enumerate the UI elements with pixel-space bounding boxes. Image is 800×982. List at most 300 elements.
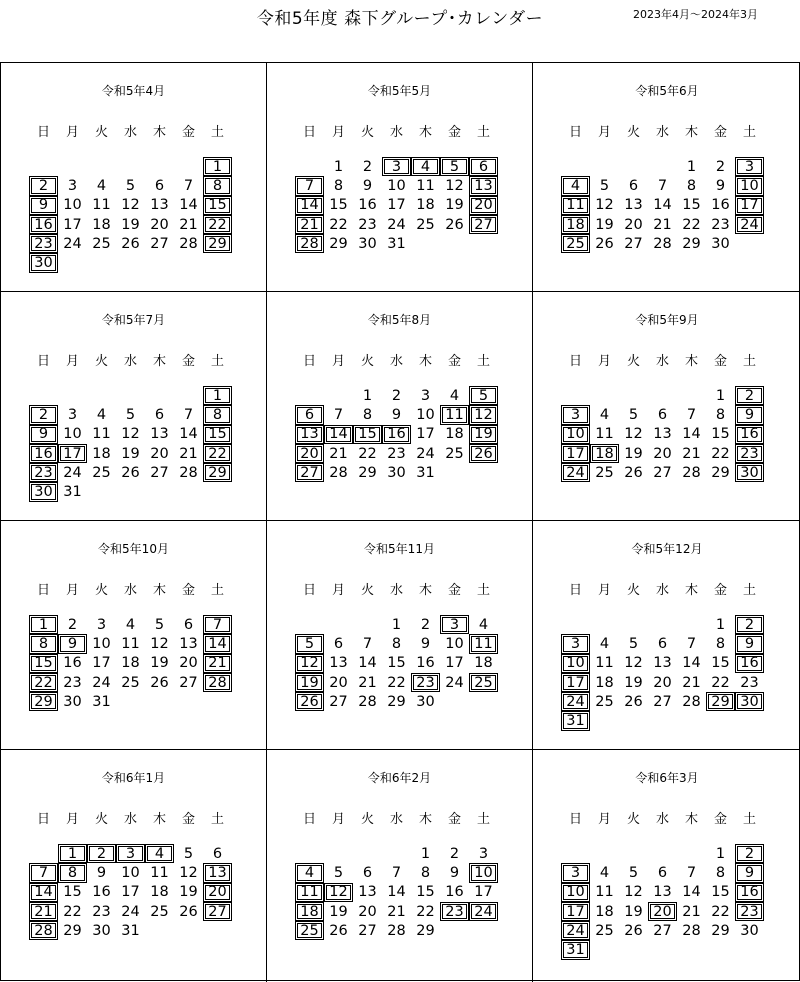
day-cell: 12: [595, 197, 614, 214]
day-cell: 7: [686, 864, 697, 881]
day-cell: 25: [92, 464, 111, 481]
weekday-label: 金: [181, 125, 195, 140]
day-cell: 10: [121, 864, 140, 881]
month-title: 令和5年5月: [367, 84, 432, 98]
day-cell: 7: [657, 177, 668, 194]
empty-day-cell: [619, 615, 648, 634]
day-cell: 22: [329, 216, 348, 233]
day-cell: 25: [121, 674, 140, 691]
holiday-day-cell: 29: [706, 692, 735, 711]
day-cell: 30: [387, 464, 406, 481]
holiday-day-cell: 20: [469, 196, 498, 215]
weekday-label: 日: [302, 354, 316, 369]
month-block: [1, 292, 267, 521]
weekday-label: 金: [181, 812, 195, 827]
day-cell: 23: [711, 216, 730, 233]
holiday-day-cell: 31: [561, 940, 590, 959]
day-cell: 28: [682, 922, 701, 939]
day-cell: 18: [595, 674, 614, 691]
day-cell: 2: [67, 616, 78, 633]
day-cell: 14: [179, 426, 198, 443]
day-grid: [561, 844, 764, 960]
day-cell: 16: [445, 884, 464, 901]
day-cell: 7: [333, 406, 344, 423]
weekday-header: [295, 350, 498, 369]
holiday-day-cell: 28: [29, 921, 58, 940]
day-cell: 15: [416, 884, 435, 901]
holiday-day-cell: 16: [735, 425, 764, 444]
holiday-day-cell: 6: [469, 157, 498, 176]
weekday-label: 火: [360, 812, 374, 827]
empty-day-cell: [561, 615, 590, 634]
day-cell: 12: [179, 864, 198, 881]
day-cell: 9: [715, 177, 726, 194]
weekday-label: 日: [568, 125, 582, 140]
holiday-day-cell: 12: [469, 405, 498, 424]
day-cell: 15: [329, 197, 348, 214]
holiday-day-cell: 23: [735, 902, 764, 921]
day-cell: 28: [358, 693, 377, 710]
empty-day-cell: [145, 157, 174, 176]
month-block: [267, 63, 533, 292]
day-cell: 19: [595, 216, 614, 233]
day-grid: [561, 386, 764, 482]
empty-day-cell: [116, 157, 145, 176]
weekday-label: 月: [65, 812, 79, 827]
weekday-label: 日: [36, 125, 50, 140]
weekday-label: 水: [389, 583, 403, 598]
weekday-label: 月: [331, 583, 345, 598]
day-cell: 26: [121, 464, 140, 481]
day-cell: 16: [416, 655, 435, 672]
holiday-day-cell: 23: [735, 444, 764, 463]
day-cell: 4: [96, 406, 107, 423]
weekday-label: 日: [302, 125, 316, 140]
day-grid: [29, 615, 232, 711]
day-cell: 29: [358, 464, 377, 481]
day-cell: 10: [416, 406, 435, 423]
holiday-day-cell: 3: [735, 157, 764, 176]
day-cell: 8: [333, 177, 344, 194]
day-cell: 27: [624, 235, 643, 252]
day-cell: 6: [657, 635, 668, 652]
holiday-day-cell: 17: [735, 196, 764, 215]
day-cell: 8: [391, 635, 402, 652]
calendar-period: 2023年4月～2024年3月: [633, 8, 758, 21]
day-cell: 14: [682, 884, 701, 901]
day-cell: 4: [599, 635, 610, 652]
day-cell: 3: [67, 406, 78, 423]
day-cell: 20: [329, 674, 348, 691]
day-cell: 15: [387, 655, 406, 672]
day-cell: 27: [653, 464, 672, 481]
weekday-label: 土: [210, 812, 224, 827]
day-cell: 20: [653, 445, 672, 462]
day-cell: 2: [391, 387, 402, 404]
day-cell: 10: [387, 177, 406, 194]
day-cell: 4: [449, 387, 460, 404]
day-cell: 5: [628, 406, 639, 423]
holiday-day-cell: 22: [203, 215, 232, 234]
empty-day-cell: [619, 386, 648, 405]
weekday-label: 水: [655, 583, 669, 598]
weekday-label: 土: [742, 583, 756, 598]
weekday-label: 金: [447, 812, 461, 827]
empty-day-cell: [324, 844, 353, 863]
day-cell: 24: [63, 464, 82, 481]
weekday-label: 水: [123, 812, 137, 827]
day-cell: 13: [179, 635, 198, 652]
month-title: 令和5年11月: [364, 542, 435, 556]
day-cell: 20: [150, 445, 169, 462]
day-grid: [295, 844, 498, 940]
day-cell: 26: [624, 922, 643, 939]
weekday-label: 火: [360, 583, 374, 598]
month-block: [267, 521, 533, 750]
day-cell: 19: [150, 655, 169, 672]
empty-day-cell: [648, 615, 677, 634]
weekday-label: 水: [123, 354, 137, 369]
empty-day-cell: [590, 157, 619, 176]
day-cell: 23: [63, 674, 82, 691]
day-cell: 27: [653, 693, 672, 710]
day-cell: 2: [449, 845, 460, 862]
day-cell: 18: [92, 445, 111, 462]
weekday-label: 木: [152, 583, 166, 598]
day-cell: 19: [624, 674, 643, 691]
holiday-day-cell: 13: [295, 425, 324, 444]
weekday-label: 水: [389, 125, 403, 140]
weekday-label: 木: [684, 354, 698, 369]
empty-day-cell: [353, 844, 382, 863]
day-cell: 9: [420, 635, 431, 652]
holiday-day-cell: 16: [735, 654, 764, 673]
holiday-day-cell: 16: [29, 215, 58, 234]
weekday-label: 金: [713, 812, 727, 827]
calendar-title: 令和5年度 森下グループ･カレンダー: [256, 9, 544, 29]
month-title: 令和5年12月: [631, 542, 703, 556]
day-cell: 22: [711, 903, 730, 920]
day-cell: 7: [391, 864, 402, 881]
weekday-label: 月: [65, 354, 79, 369]
empty-day-cell: [174, 386, 203, 405]
day-cell: 16: [92, 884, 111, 901]
day-cell: 25: [595, 922, 614, 939]
day-cell: 1: [715, 845, 726, 862]
weekday-label: 火: [94, 354, 108, 369]
month-title: 令和5年9月: [635, 313, 699, 327]
weekday-header: [29, 350, 232, 369]
holiday-day-cell: 5: [469, 386, 498, 405]
day-cell: 23: [387, 445, 406, 462]
day-cell: 24: [416, 445, 435, 462]
day-cell: 22: [63, 903, 82, 920]
day-cell: 4: [599, 864, 610, 881]
day-cell: 2: [420, 616, 431, 633]
day-cell: 4: [478, 616, 489, 633]
day-cell: 18: [445, 426, 464, 443]
day-cell: 18: [92, 216, 111, 233]
day-cell: 6: [154, 406, 165, 423]
month-title: 令和5年8月: [367, 313, 432, 327]
weekday-label: 木: [684, 583, 698, 598]
empty-day-cell: [590, 844, 619, 863]
weekday-label: 日: [302, 583, 316, 598]
holiday-day-cell: 14: [295, 196, 324, 215]
month-block: [1, 521, 267, 750]
day-cell: 12: [150, 635, 169, 652]
day-cell: 16: [63, 655, 82, 672]
holiday-day-cell: 14: [324, 425, 353, 444]
weekday-label: 火: [626, 583, 640, 598]
holiday-day-cell: 28: [203, 673, 232, 692]
day-cell: 7: [686, 406, 697, 423]
holiday-day-cell: 17: [561, 444, 590, 463]
day-cell: 24: [445, 674, 464, 691]
weekday-label: 月: [597, 812, 611, 827]
weekday-label: 木: [152, 354, 166, 369]
day-cell: 26: [624, 693, 643, 710]
month-block: [533, 292, 800, 521]
holiday-day-cell: 6: [295, 405, 324, 424]
weekday-label: 土: [210, 354, 224, 369]
empty-day-cell: [648, 157, 677, 176]
day-cell: 15: [63, 884, 82, 901]
day-cell: 30: [711, 235, 730, 252]
day-cell: 27: [358, 922, 377, 939]
holiday-day-cell: 8: [203, 176, 232, 195]
day-cell: 26: [595, 235, 614, 252]
day-cell: 8: [715, 635, 726, 652]
day-cell: 23: [358, 216, 377, 233]
weekday-header: [295, 121, 498, 140]
empty-day-cell: [619, 844, 648, 863]
day-cell: 16: [358, 197, 377, 214]
holiday-day-cell: 27: [469, 215, 498, 234]
holiday-day-cell: 9: [29, 196, 58, 215]
day-grid: [561, 615, 764, 731]
day-cell: 22: [711, 445, 730, 462]
day-cell: 8: [686, 177, 697, 194]
weekday-label: 金: [713, 583, 727, 598]
day-cell: 31: [121, 922, 140, 939]
day-cell: 22: [358, 445, 377, 462]
holiday-day-cell: 4: [295, 863, 324, 882]
empty-day-cell: [677, 615, 706, 634]
day-cell: 11: [595, 655, 614, 672]
day-cell: 11: [416, 177, 435, 194]
day-cell: 19: [445, 197, 464, 214]
holiday-day-cell: 18: [561, 215, 590, 234]
weekday-label: 日: [36, 354, 50, 369]
empty-day-cell: [295, 386, 324, 405]
weekday-label: 金: [447, 125, 461, 140]
day-cell: 25: [92, 235, 111, 252]
day-cell: 17: [445, 655, 464, 672]
day-cell: 13: [150, 426, 169, 443]
holiday-day-cell: 19: [295, 673, 324, 692]
holiday-day-cell: 10: [469, 863, 498, 882]
weekday-header: [29, 579, 232, 598]
holiday-day-cell: 3: [561, 405, 590, 424]
day-cell: 8: [420, 864, 431, 881]
day-cell: 17: [92, 655, 111, 672]
holiday-day-cell: 17: [58, 444, 87, 463]
day-cell: 24: [387, 216, 406, 233]
holiday-day-cell: 5: [295, 634, 324, 653]
weekday-label: 木: [152, 812, 166, 827]
day-cell: 6: [333, 635, 344, 652]
empty-day-cell: [29, 157, 58, 176]
holiday-day-cell: 21: [29, 902, 58, 921]
holiday-day-cell: 19: [469, 425, 498, 444]
day-cell: 28: [179, 464, 198, 481]
holiday-day-cell: 9: [735, 863, 764, 882]
empty-day-cell: [677, 386, 706, 405]
day-cell: 4: [599, 406, 610, 423]
holiday-day-cell: 24: [735, 215, 764, 234]
holiday-day-cell: 1: [29, 615, 58, 634]
day-cell: 3: [67, 177, 78, 194]
day-cell: 20: [179, 655, 198, 672]
day-cell: 18: [474, 655, 493, 672]
day-cell: 17: [387, 197, 406, 214]
day-cell: 3: [478, 845, 489, 862]
day-cell: 30: [63, 693, 82, 710]
holiday-day-cell: 9: [735, 634, 764, 653]
day-cell: 29: [416, 922, 435, 939]
day-cell: 7: [686, 635, 697, 652]
day-cell: 5: [183, 845, 194, 862]
day-cell: 30: [740, 922, 759, 939]
day-cell: 25: [150, 903, 169, 920]
weekday-label: 火: [626, 125, 640, 140]
holiday-day-cell: 21: [203, 654, 232, 673]
empty-day-cell: [58, 157, 87, 176]
empty-day-cell: [116, 386, 145, 405]
holiday-day-cell: 23: [440, 902, 469, 921]
empty-day-cell: [382, 844, 411, 863]
holiday-day-cell: 2: [735, 844, 764, 863]
holiday-day-cell: 10: [735, 176, 764, 195]
holiday-day-cell: 26: [469, 444, 498, 463]
day-cell: 1: [686, 158, 697, 175]
month-title: 令和6年3月: [635, 771, 699, 785]
weekday-label: 月: [597, 354, 611, 369]
day-grid: [295, 386, 498, 482]
month-title: 令和5年4月: [101, 84, 166, 98]
day-cell: 9: [96, 864, 107, 881]
weekday-label: 土: [476, 583, 490, 598]
month-block: [267, 750, 533, 982]
weekday-label: 日: [302, 812, 316, 827]
day-cell: 13: [653, 655, 672, 672]
holiday-day-cell: 11: [440, 405, 469, 424]
day-cell: 28: [179, 235, 198, 252]
holiday-day-cell: 18: [590, 444, 619, 463]
empty-day-cell: [561, 844, 590, 863]
day-cell: 14: [387, 884, 406, 901]
weekday-label: 月: [65, 583, 79, 598]
holiday-day-cell: 13: [203, 863, 232, 882]
day-cell: 23: [92, 903, 111, 920]
holiday-day-cell: 25: [469, 673, 498, 692]
day-cell: 1: [715, 387, 726, 404]
weekday-label: 水: [123, 125, 137, 140]
day-cell: 14: [358, 655, 377, 672]
holiday-day-cell: 16: [382, 425, 411, 444]
weekday-label: 日: [568, 812, 582, 827]
month-block: [1, 750, 267, 982]
holiday-day-cell: 22: [29, 673, 58, 692]
weekday-label: 水: [389, 354, 403, 369]
weekday-label: 土: [476, 354, 490, 369]
day-cell: 22: [387, 674, 406, 691]
weekday-label: 土: [742, 125, 756, 140]
weekday-label: 水: [655, 354, 669, 369]
holiday-day-cell: 3: [382, 157, 411, 176]
day-cell: 11: [92, 197, 111, 214]
day-cell: 14: [682, 426, 701, 443]
day-cell: 29: [711, 464, 730, 481]
holiday-day-cell: 1: [203, 157, 232, 176]
day-cell: 7: [183, 406, 194, 423]
day-cell: 13: [329, 655, 348, 672]
day-cell: 29: [682, 235, 701, 252]
weekday-label: 火: [94, 583, 108, 598]
weekday-label: 土: [210, 125, 224, 140]
month-title: 令和5年10月: [98, 542, 169, 556]
day-cell: 17: [121, 884, 140, 901]
holiday-day-cell: 16: [735, 883, 764, 902]
day-cell: 31: [416, 464, 435, 481]
empty-day-cell: [648, 844, 677, 863]
empty-day-cell: [648, 386, 677, 405]
weekday-label: 日: [36, 812, 50, 827]
holiday-day-cell: 2: [735, 615, 764, 634]
day-grid: [295, 157, 498, 253]
day-cell: 21: [682, 445, 701, 462]
weekday-label: 月: [331, 354, 345, 369]
day-cell: 13: [653, 426, 672, 443]
holiday-day-cell: 23: [411, 673, 440, 692]
holiday-day-cell: 13: [469, 176, 498, 195]
holiday-day-cell: 18: [295, 902, 324, 921]
holiday-day-cell: 5: [440, 157, 469, 176]
weekday-label: 金: [447, 354, 461, 369]
day-cell: 1: [362, 387, 373, 404]
holiday-day-cell: 24: [469, 902, 498, 921]
day-cell: 19: [121, 216, 140, 233]
day-cell: 6: [362, 864, 373, 881]
holiday-day-cell: 27: [203, 902, 232, 921]
day-cell: 21: [179, 445, 198, 462]
empty-day-cell: [87, 157, 116, 176]
holiday-day-cell: 10: [561, 425, 590, 444]
holiday-day-cell: 29: [29, 692, 58, 711]
day-cell: 3: [420, 387, 431, 404]
weekday-label: 土: [210, 583, 224, 598]
day-cell: 26: [445, 216, 464, 233]
day-cell: 15: [682, 197, 701, 214]
holiday-day-cell: 14: [29, 883, 58, 902]
month-block: [533, 750, 800, 982]
day-cell: 12: [624, 884, 643, 901]
holiday-day-cell: 25: [295, 921, 324, 940]
day-cell: 22: [711, 674, 730, 691]
day-cell: 13: [358, 884, 377, 901]
weekday-header: [295, 579, 498, 598]
